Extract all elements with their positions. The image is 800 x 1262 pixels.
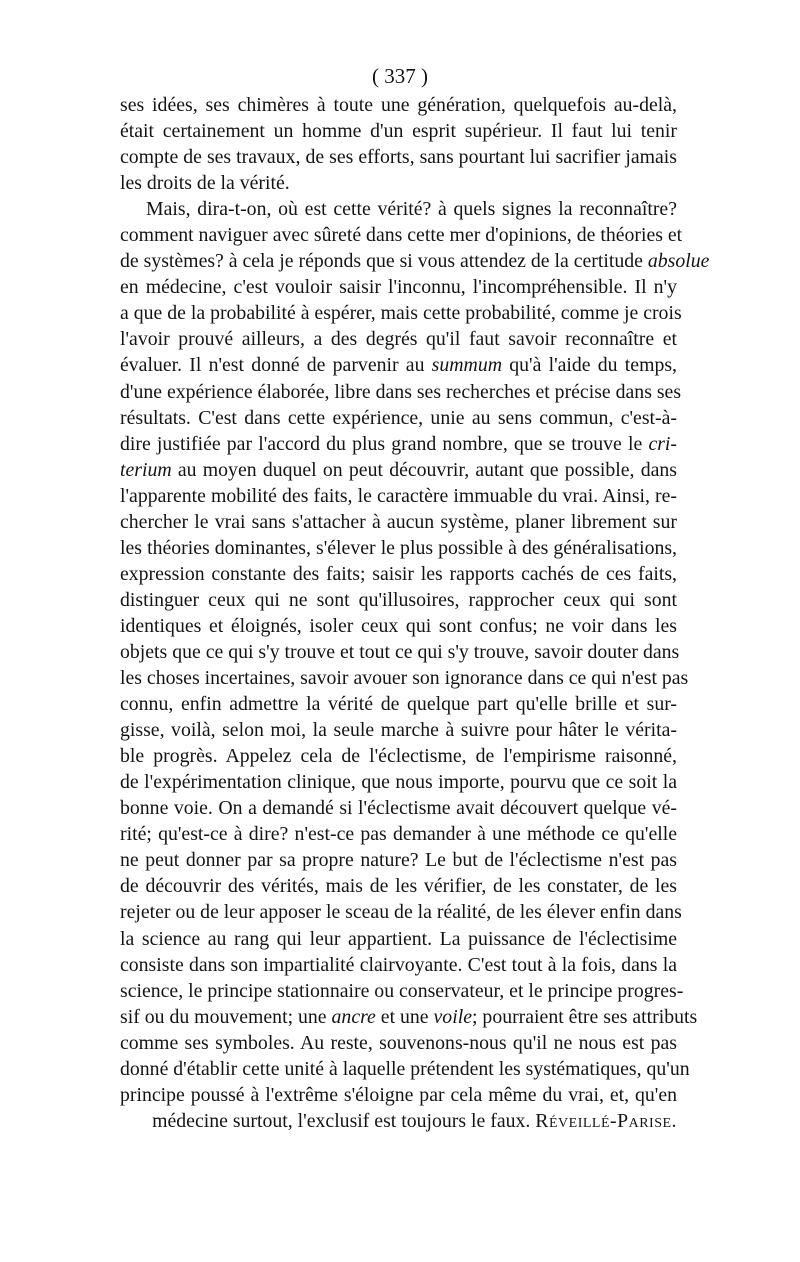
text-line: bonne voie. On a demandé si l'éclectisme avait découvert quelque vé-	[120, 797, 677, 820]
text-line: ne peut donner par sa propre nature? Le but de l'éclectisme n'est pas	[120, 849, 677, 872]
text-line: dire justifiée par l'accord du plus grand nombre, que se trouve le cri-	[120, 432, 677, 455]
text-line: a que de la probabilité à espérer, mais cette probabilité, comme je crois	[120, 302, 682, 325]
text-line: les théories dominantes, s'élever le plus possible à des généralisations,	[120, 536, 677, 559]
text-line: médecine surtout, l'exclusif est toujours le faux.	[152, 1109, 531, 1132]
text-line: connu, enfin admettre la vérité de quelque part qu'elle brille et sur-	[120, 693, 677, 716]
text-line: résultats. C'est dans cette expérience, unie au sens commun, c'est-à-	[120, 406, 677, 429]
text-line: donné d'établir cette unité à laquelle prétendent les systématiques, qu'un	[120, 1057, 690, 1080]
text-line: expression constante des faits; saisir les rapports cachés de ces faits,	[120, 562, 677, 585]
text-line: évaluer. Il n'est donné de parvenir au summum qu'à l'aide du temps,	[120, 354, 677, 377]
text-line: chercher le vrai sans s'attacher à aucun système, planer librement sur	[120, 510, 677, 533]
text-line: les droits de la vérité.	[120, 172, 290, 195]
text-line: de l'expérimentation clinique, que nous importe, pourvu que ce soit la	[120, 771, 677, 794]
text-line: l'avoir prouvé ailleurs, a des degrés qu'il faut savoir reconnaître et	[120, 328, 677, 351]
text-line: ble progrès. Appelez cela de l'éclectisme, de l'empirisme raisonné,	[120, 745, 677, 768]
text-line: rité; qu'est-ce à dire? n'est-ce pas demander à une méthode ce qu'elle	[120, 823, 677, 846]
text-line: rejeter ou de leur apposer le sceau de la réalité, de les élever enfin dans	[120, 901, 682, 924]
text-line: Mais, dira-t-on, où est cette vérité? à quels signes la reconnaître?	[146, 198, 677, 221]
text-line: principe poussé à l'extrême s'éloigne par cela même du vrai, et, qu'en	[120, 1083, 677, 1106]
author-signature: Réveillé-Parise.	[535, 1109, 677, 1132]
text-line-final	[120, 1108, 677, 1134]
text-line: science, le principe stationnaire ou conservateur, et le principe progres-	[120, 979, 684, 1002]
text-line: l'apparente mobilité des faits, le caractère immuable du vrai. Ainsi, re-	[120, 484, 677, 507]
text-line: d'une expérience élaborée, libre dans ses recherches et précise dans ses	[120, 380, 682, 403]
page-number: ( 337 )	[372, 64, 428, 88]
text-line: de systèmes? à cela je réponds que si vous attendez de la certitude absolue	[120, 250, 710, 273]
text-line: comme ses symboles. Au reste, souvenons-nous qu'il ne nous est pas	[120, 1031, 677, 1054]
text-line: la science au rang qui leur appartient. La puissance de l'éclectisime	[120, 927, 677, 950]
text-line: compte de ses travaux, de ses efforts, sans pourtant lui sacrifier jamais	[120, 146, 677, 169]
text-line: identiques et éloignés, isoler ceux qui sont confus; ne voir dans les	[120, 614, 677, 637]
text-line: en médecine, c'est vouloir saisir l'inconnu, l'incompréhensible. Il n'y	[120, 276, 677, 299]
text-line: consiste dans son impartialité clairvoyante. C'est tout à la fois, dans la	[120, 953, 677, 976]
text-line: de découvrir des vérités, mais de les vérifier, de les constater, de les	[120, 875, 677, 898]
text-line: distinguer ceux qui ne sont qu'illusoires, rapprocher ceux qui sont	[120, 588, 677, 611]
body-text	[120, 92, 710, 1134]
text-line: sif ou du mouvement; une ancre et une voile; pourraient être ses attributs	[120, 1005, 698, 1028]
text-line: comment naviguer avec sûreté dans cette mer d'opinions, de théories et	[120, 224, 683, 247]
text-line: objets que ce qui s'y trouve et tout ce qui s'y trouve, savoir douter dans	[120, 640, 680, 663]
text-line: terium au moyen duquel on peut découvrir, autant que possible, dans	[120, 458, 677, 481]
text-line: les choses incertaines, savoir avouer son ignorance dans ce qui n'est pas	[120, 667, 689, 690]
text-line: ses idées, ses chimères à toute une génération, quelquefois au-delà,	[120, 94, 677, 116]
text-line: gisse, voilà, selon moi, la seule marche à suivre pour hâter le vérita-	[120, 719, 677, 742]
text-line: était certainement un homme d'un esprit supérieur. Il faut lui tenir	[120, 120, 677, 143]
